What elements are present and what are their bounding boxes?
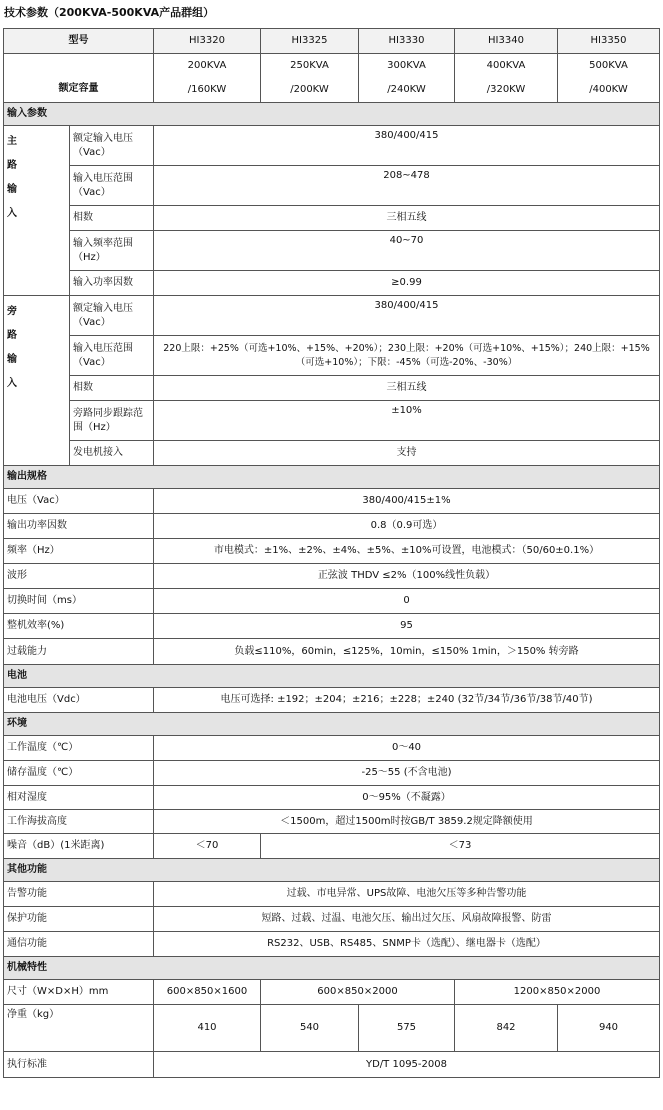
main-voltage-range-label: 输入电压范围（Vac） [70, 166, 154, 206]
output-row [4, 539, 660, 564]
altitude-label: 工作海拔高度 [4, 810, 154, 834]
output-frequency-value: 市电模式：±1%、±2%、±4%、±5%、±10%可设置，电池模式：（50/60±0.1%） [154, 539, 660, 564]
bypass-rated-voltage-label: 额定输入电压（Vac） [70, 296, 154, 336]
output-row [4, 639, 660, 665]
capacity-hi3340: 400KVA /320KW [455, 54, 558, 103]
output-transfer-time-value: 0 [154, 589, 660, 614]
battery-voltage-value: 电压可选择: ±192；±204；±216；±228；±240 (32节/34节/36节/38节/40节) [154, 688, 660, 713]
noise-value-high: ＜73 [261, 834, 660, 859]
output-row [4, 614, 660, 639]
storage-temp-label: 储存温度（℃） [4, 761, 154, 786]
bypass-input-group: 旁 路 输 入 [4, 296, 70, 466]
output-transfer-time-label: 切换时间（ms） [4, 589, 154, 614]
spec-table [3, 28, 660, 1078]
environment-row [4, 834, 660, 859]
output-overload-label: 过载能力 [4, 639, 154, 665]
bypass-voltage-range-label: 输入电压范围（Vac） [70, 336, 154, 376]
bypass-phase-label: 相数 [70, 376, 154, 401]
environment-row [4, 736, 660, 761]
input-main-row [4, 206, 660, 231]
section-other [4, 859, 660, 882]
model-hi3325: HI3325 [261, 29, 359, 54]
section-mechanical-title: 机械特性 [4, 957, 660, 980]
model-label: 型号 [4, 29, 154, 54]
size-value-small: 600×850×1600 [154, 980, 261, 1005]
output-frequency-label: 频率（Hz） [4, 539, 154, 564]
main-voltage-range-value: 208~478 [154, 166, 660, 206]
section-environment-title: 环境 [4, 713, 660, 736]
output-efficiency-value: 95 [154, 614, 660, 639]
output-waveform-label: 波形 [4, 564, 154, 589]
model-hi3320: HI3320 [154, 29, 261, 54]
size-row [4, 980, 660, 1005]
main-power-factor-label: 输入功率因数 [70, 271, 154, 296]
environment-row [4, 761, 660, 786]
section-other-title: 其他功能 [4, 859, 660, 882]
operating-temp-value: 0～40 [154, 736, 660, 761]
main-rated-voltage-value: 380/400/415 [154, 126, 660, 166]
input-bypass-row [4, 296, 660, 336]
input-main-row [4, 126, 660, 166]
noise-value-low: ＜70 [154, 834, 261, 859]
main-phase-label: 相数 [70, 206, 154, 231]
bypass-rated-voltage-value: 380/400/415 [154, 296, 660, 336]
weight-hi3320: 410 [154, 1005, 261, 1052]
altitude-value: ＜1500m，超过1500m时按GB/T 3859.2规定降额使用 [154, 810, 660, 834]
input-bypass-row [4, 336, 660, 376]
bypass-phase-value: 三相五线 [154, 376, 660, 401]
battery-voltage-label: 电池电压（Vdc） [4, 688, 154, 713]
capacity-label: 额定容量 [4, 54, 154, 103]
output-voltage-value: 380/400/415±1% [154, 489, 660, 514]
model-hi3350: HI3350 [558, 29, 660, 54]
environment-row [4, 810, 660, 834]
page-title: 技术参数（200KVA-500KVA产品群组） [4, 6, 215, 19]
model-row [4, 29, 660, 54]
main-phase-value: 三相五线 [154, 206, 660, 231]
input-main-row [4, 271, 660, 296]
input-main-row [4, 166, 660, 206]
capacity-hi3350: 500KVA /400KW [558, 54, 660, 103]
weight-hi3325: 540 [261, 1005, 359, 1052]
output-row [4, 514, 660, 539]
other-row [4, 907, 660, 932]
section-input [4, 103, 660, 126]
output-efficiency-label: 整机效率(%) [4, 614, 154, 639]
input-bypass-row [4, 401, 660, 441]
other-row [4, 882, 660, 907]
main-input-group: 主 路 输 入 [4, 126, 70, 296]
bypass-generator-label: 发电机接入 [70, 441, 154, 466]
model-hi3330: HI3330 [359, 29, 455, 54]
alarm-label: 告警功能 [4, 882, 154, 907]
operating-temp-label: 工作温度（℃） [4, 736, 154, 761]
battery-row [4, 688, 660, 713]
capacity-hi3330: 300KVA /240KW [359, 54, 455, 103]
output-power-factor-label: 输出功率因数 [4, 514, 154, 539]
bypass-sync-value: ±10% [154, 401, 660, 441]
input-bypass-row [4, 376, 660, 401]
weight-hi3340: 842 [455, 1005, 558, 1052]
weight-hi3330: 575 [359, 1005, 455, 1052]
size-value-large: 1200×850×2000 [455, 980, 660, 1005]
input-bypass-row [4, 441, 660, 466]
main-rated-voltage-label: 额定输入电压（Vac） [70, 126, 154, 166]
section-battery-title: 电池 [4, 665, 660, 688]
communication-value: RS232、USB、RS485、SNMP卡（选配）、继电器卡（选配） [154, 932, 660, 957]
section-input-title: 输入参数 [4, 103, 660, 126]
capacity-hi3320: 200KVA /160KW [154, 54, 261, 103]
environment-row [4, 786, 660, 810]
size-value-medium: 600×850×2000 [261, 980, 455, 1005]
size-label: 尺寸（W×D×H）mm [4, 980, 154, 1005]
noise-label: 噪音（dB）(1米距离) [4, 834, 154, 859]
standard-value: YD/T 1095-2008 [154, 1052, 660, 1078]
standard-label: 执行标准 [4, 1052, 154, 1078]
main-frequency-label: 输入频率范围（Hz） [70, 231, 154, 271]
humidity-value: 0～95%（不凝露） [154, 786, 660, 810]
model-hi3340: HI3340 [455, 29, 558, 54]
alarm-value: 过载、市电异常、UPS故障、电池欠压等多种告警功能 [154, 882, 660, 907]
communication-label: 通信功能 [4, 932, 154, 957]
capacity-row [4, 54, 660, 103]
protection-value: 短路、过载、过温、电池欠压、输出过欠压、风扇故障报警、防雷 [154, 907, 660, 932]
section-environment [4, 713, 660, 736]
output-row [4, 489, 660, 514]
protection-label: 保护功能 [4, 907, 154, 932]
standard-row [4, 1052, 660, 1078]
section-output [4, 466, 660, 489]
output-row [4, 589, 660, 614]
weight-row [4, 1005, 660, 1052]
weight-hi3350: 940 [558, 1005, 660, 1052]
output-waveform-value: 正弦波 THDV ≤2%（100%线性负载） [154, 564, 660, 589]
input-main-row [4, 231, 660, 271]
bypass-generator-value: 支持 [154, 441, 660, 466]
section-battery [4, 665, 660, 688]
humidity-label: 相对湿度 [4, 786, 154, 810]
section-mechanical [4, 957, 660, 980]
main-power-factor-value: ≥0.99 [154, 271, 660, 296]
output-voltage-label: 电压（Vac） [4, 489, 154, 514]
other-row [4, 932, 660, 957]
bypass-voltage-range-value: 220上限：+25%（可选+10%、+15%、+20%）；230上限：+20%（可选+10%、+15%）；240上限：+15%（可选+10%）；下限：-45%（可选-20%、-30%） [154, 336, 660, 376]
output-power-factor-value: 0.8（0.9可选） [154, 514, 660, 539]
bypass-sync-label: 旁路同步跟踪范围（Hz） [70, 401, 154, 441]
output-row [4, 564, 660, 589]
main-frequency-value: 40~70 [154, 231, 660, 271]
storage-temp-value: -25～55 (不含电池) [154, 761, 660, 786]
weight-label: 净重（kg） [4, 1005, 154, 1052]
output-overload-value: 负载≤110%，60min，≤125%，10min，≤150% 1min，＞150% 转旁路 [154, 639, 660, 665]
section-output-title: 输出规格 [4, 466, 660, 489]
capacity-hi3325: 250KVA /200KW [261, 54, 359, 103]
